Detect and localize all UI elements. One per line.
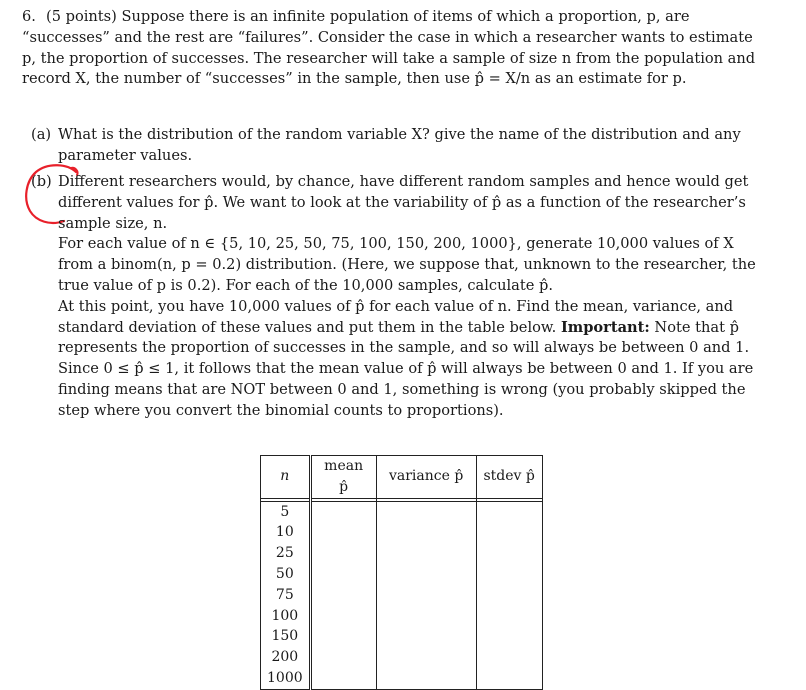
variance-cell[interactable] <box>376 522 476 543</box>
part-a <box>31 125 758 167</box>
stdev-cell[interactable] <box>476 543 542 564</box>
mean-cell[interactable] <box>310 543 376 564</box>
n-cell: 5 <box>261 501 311 522</box>
table-header-row <box>261 456 543 499</box>
question-intro <box>22 7 762 90</box>
table-row <box>261 668 543 689</box>
variance-cell[interactable] <box>376 606 476 627</box>
variance-cell[interactable] <box>376 626 476 647</box>
stdev-cell[interactable] <box>476 647 542 668</box>
variance-cell[interactable] <box>376 668 476 689</box>
part-b-label: (b) <box>31 173 52 190</box>
table-row <box>261 522 543 543</box>
mean-cell[interactable] <box>310 564 376 585</box>
stdev-cell[interactable] <box>476 626 542 647</box>
question-intro-text: (5 points) Suppose there is an infinite population of items of which a proportion, p, are “successes” and the rest are “failures”. Consider the case in which a researcher wants to estimate p, the proportion of successes. The researcher will take a sample of size n from the population and record X, the number of “successes” in the sample, then use p̂ = X/n as an estimate for p. <box>22 8 756 88</box>
table-row <box>261 647 543 668</box>
table-row <box>261 606 543 627</box>
variance-cell[interactable] <box>376 543 476 564</box>
table-row <box>261 543 543 564</box>
part-b-paragraph-3-end: Note that p̂ represents the proportion of successes in the sample, and so will always be between 0 and 1. Since 0 ≤ p̂ ≤ 1, it follows that the mean value of p̂ will always be between 0 and 1. If you are finding means that are NOT between 0 and 1, something is wrong (you probably skipped the step where you convert the binomial counts to proportions). <box>58 318 754 419</box>
part-b-paragraph-2: For each value of n ∈ {5, 10, 25, 50, 75, 100, 150, 200, 1000}, generate 10,000 values of X from a binom(n, p = 0.2) distribution. (Here, we suppose that, unknown to the researcher, the true value of p is 0.2). For each of the 10,000 samples, calculate p̂. <box>58 235 756 294</box>
table-row <box>261 585 543 606</box>
n-cell: 200 <box>261 647 311 668</box>
mean-cell[interactable] <box>310 501 376 522</box>
variance-cell[interactable] <box>376 564 476 585</box>
part-b <box>31 172 758 422</box>
n-cell: 50 <box>261 564 311 585</box>
n-cell: 1000 <box>261 668 311 689</box>
stdev-cell[interactable] <box>476 501 542 522</box>
stdev-cell[interactable] <box>476 564 542 585</box>
stdev-cell[interactable] <box>476 668 542 689</box>
part-b-paragraph-3 <box>58 297 758 422</box>
mean-cell[interactable] <box>310 522 376 543</box>
stdev-cell[interactable] <box>476 522 542 543</box>
mean-cell[interactable] <box>310 647 376 668</box>
part-b-paragraph-1: Different researchers would, by chance, have different random samples and hence would get different values for p̂. We want to look at the variability of p̂ as a function of the researcher’s sample size, n. <box>58 173 749 232</box>
results-table <box>260 455 543 690</box>
header-n: n <box>261 456 311 499</box>
variance-cell[interactable] <box>376 585 476 606</box>
table-row <box>261 564 543 585</box>
n-cell: 10 <box>261 522 311 543</box>
stdev-cell[interactable] <box>476 606 542 627</box>
mean-cell[interactable] <box>310 626 376 647</box>
header-variance: variance p̂ <box>376 456 476 499</box>
variance-cell[interactable] <box>376 647 476 668</box>
important-label: Important: <box>560 318 650 336</box>
mean-cell[interactable] <box>310 585 376 606</box>
variance-cell[interactable] <box>376 501 476 522</box>
mean-cell[interactable] <box>310 606 376 627</box>
header-mean: mean p̂ <box>310 456 376 499</box>
header-stdev: stdev p̂ <box>476 456 542 499</box>
part-a-label: (a) <box>31 126 52 143</box>
part-b-paragraph-3-start: At this point, you have 10,000 values of p̂ for each value of n. Find the mean, variance, and standard deviation of these values and put them in the table below. <box>58 297 734 336</box>
stdev-cell[interactable] <box>476 585 542 606</box>
part-a-text: What is the distribution of the random variable X? give the name of the distribution and any parameter values. <box>58 126 741 164</box>
mean-cell[interactable] <box>310 668 376 689</box>
n-cell: 25 <box>261 543 311 564</box>
table-row <box>261 501 543 522</box>
n-cell: 75 <box>261 585 311 606</box>
question-number: 6. <box>22 8 36 25</box>
table-row <box>261 626 543 647</box>
n-cell: 150 <box>261 626 311 647</box>
n-cell: 100 <box>261 606 311 627</box>
